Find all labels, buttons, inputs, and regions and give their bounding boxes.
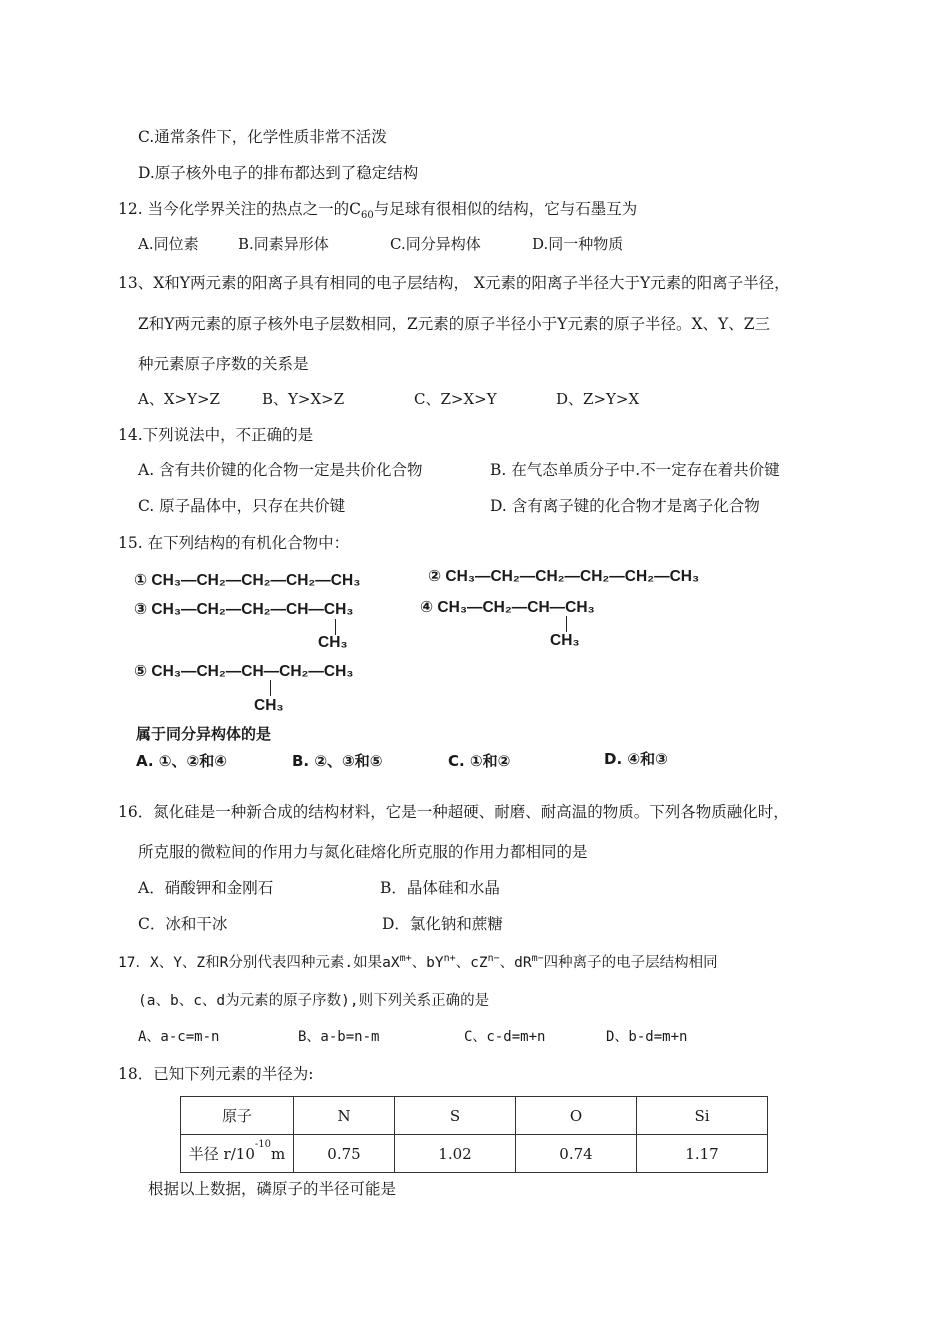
- q13-option-a: A、X>Y>Z: [138, 390, 220, 408]
- q12-stem-suffix: 与足球有很相似的结构，它与石墨互为: [373, 200, 638, 218]
- radius-table-header-cell: 原子: [181, 1097, 294, 1135]
- q13-option-b: B、Y>X>Z: [262, 390, 345, 408]
- q12-stem: [118, 199, 637, 226]
- q14-option-b: B. 在气态单质分子中.不一定存在着共价键: [490, 461, 780, 479]
- q13-stem-line2: Z和Y两元素的原子核外电子层数相同，Z元素的原子半径小于Y元素的原子半径。X、Y、Z三: [138, 315, 771, 333]
- q17-stem-e: 四种离子的电子层结构相同: [543, 955, 718, 971]
- q12-option-d: D.同一种物质: [532, 235, 624, 253]
- q17-stem-d: 、dR: [499, 955, 532, 971]
- q17-sup-b: n+: [443, 953, 456, 964]
- q13-option-d: D、Z>Y>X: [556, 390, 640, 408]
- radius-table-header-cell: Si: [637, 1097, 768, 1135]
- radius-table-value-row: [181, 1135, 768, 1173]
- q15-option-a: A. ①、②和④: [136, 752, 227, 770]
- q11-option-c: C.通常条件下，化学性质非常不活泼: [138, 128, 387, 146]
- q12-stem-subscript: 60: [360, 210, 374, 222]
- radius-table-header-cell: N: [294, 1097, 395, 1135]
- q17-stem-line1: [118, 953, 718, 973]
- q16-option-c: C．冰和干冰: [138, 915, 228, 933]
- structure-3: ③ CH₃—CH₂—CH₂—CH—CH₃: [134, 601, 354, 618]
- q14-option-d: D. 含有离子键的化合物才是离子化合物: [490, 497, 760, 515]
- q12-option-c: C.同分异构体: [390, 235, 481, 253]
- structure-4-branch: CH₃: [550, 632, 580, 649]
- radius-table-header-cell: O: [516, 1097, 637, 1135]
- structure-3-branch: CH₃: [318, 634, 348, 651]
- q16-option-b: B．晶体硅和水晶: [380, 879, 500, 897]
- radius-table-value-cell: 0.75: [294, 1135, 395, 1173]
- q15-question: 属于同分异构体的是: [136, 725, 272, 743]
- q13-stem-line3: 种元素原子序数的关系是: [138, 355, 309, 373]
- q15-option-d: D. ④和③: [604, 750, 668, 768]
- q15-option-c: C. ①和②: [448, 752, 511, 770]
- radius-table: [180, 1096, 768, 1173]
- q12-option-a: A.同位素: [138, 235, 199, 253]
- q15-option-b: B. ②、③和⑤: [292, 752, 383, 770]
- q17-option-d: D、b-d=m+n: [606, 1029, 688, 1045]
- q18-stem: 18．已知下列元素的半径为:: [118, 1065, 314, 1083]
- structure-1: ① CH₃—CH₂—CH₂—CH₂—CH₃: [134, 572, 361, 589]
- structure-2: ② CH₃—CH₂—CH₂—CH₂—CH₂—CH₃: [428, 568, 700, 585]
- radius-table-value-cell: 1.17: [637, 1135, 768, 1173]
- q17-option-b: B、a-b=n-m: [298, 1029, 380, 1045]
- q17-stem-a: 17．X、Y、Z和R分别代表四种元素.如果aX: [118, 955, 400, 971]
- q17-sup-d: m−: [531, 953, 544, 964]
- q11-option-d: D.原子核外电子的排布都达到了稳定结构: [138, 164, 419, 182]
- q17-option-a: A、a-c=m-n: [138, 1029, 220, 1045]
- radius-table-value-cell: 1.02: [395, 1135, 516, 1173]
- radius-label-prefix: 半径 r/10: [188, 1145, 255, 1163]
- q16-stem-line2: 所克服的微粒间的作用力与氮化硅熔化所克服的作用力都相同的是: [138, 843, 588, 861]
- q12-option-b: B.同素异形体: [238, 235, 329, 253]
- q15-stem: 15. 在下列结构的有机化合物中：: [118, 534, 350, 552]
- q15-options: [136, 751, 736, 773]
- structure-4: ④ CH₃—CH₂—CH—CH₃: [420, 599, 595, 616]
- q17-stem-line2: (a、b、c、d为元素的原子序数),则下列关系正确的是: [138, 993, 490, 1009]
- radius-table-header-row: [181, 1097, 768, 1135]
- q13-stem-line1: 13、X和Y两元素的阳离子具有相同的电子层结构， X元素的阳离子半径大于Y元素的阳离子半径，: [118, 274, 790, 292]
- q12-stem-prefix: 12. 当今化学界关注的热点之一的C: [118, 200, 361, 218]
- radius-label-unit: m: [270, 1145, 286, 1163]
- q13-options: [138, 389, 738, 409]
- radius-table-header-cell: S: [395, 1097, 516, 1135]
- q18-followup: 根据以上数据，磷原子的半径可能是: [148, 1180, 397, 1198]
- structure-4-bond: [566, 616, 567, 632]
- q16-option-a: A．硝酸钾和金刚石: [138, 879, 274, 897]
- radius-label-exponent: -10: [254, 1139, 271, 1150]
- q17-options: [138, 1027, 738, 1047]
- q17-option-c: C、c-d=m+n: [464, 1029, 546, 1045]
- radius-table-value-cell: 0.74: [516, 1135, 637, 1173]
- q14-option-a: A. 含有共价键的化合物一定是共价化合物: [138, 461, 423, 479]
- q17-sup-c: n−: [487, 953, 500, 964]
- q12-options: [138, 234, 738, 254]
- radius-table-row-label: [181, 1135, 294, 1173]
- structure-5: ⑤ CH₃—CH₂—CH—CH₂—CH₃: [134, 663, 354, 680]
- structure-5-branch: CH₃: [254, 697, 284, 714]
- q17-stem-c: 、cZ: [455, 955, 488, 971]
- structure-5-bond: [270, 680, 271, 696]
- q17-sup-a: m+: [399, 953, 412, 964]
- q16-option-d: D．氯化钠和蔗糖: [382, 915, 503, 933]
- q14-stem: 14.下列说法中，不正确的是: [118, 426, 314, 444]
- q16-stem-line1: 16．氮化硅是一种新合成的结构材料，它是一种超硬、耐磨、耐高温的物质。下列各物质融化时，: [118, 803, 789, 821]
- q17-stem-b: 、bY: [411, 955, 444, 971]
- q13-option-c: C、Z>X>Y: [414, 390, 497, 408]
- q14-option-c: C. 原子晶体中，只存在共价键: [138, 497, 346, 515]
